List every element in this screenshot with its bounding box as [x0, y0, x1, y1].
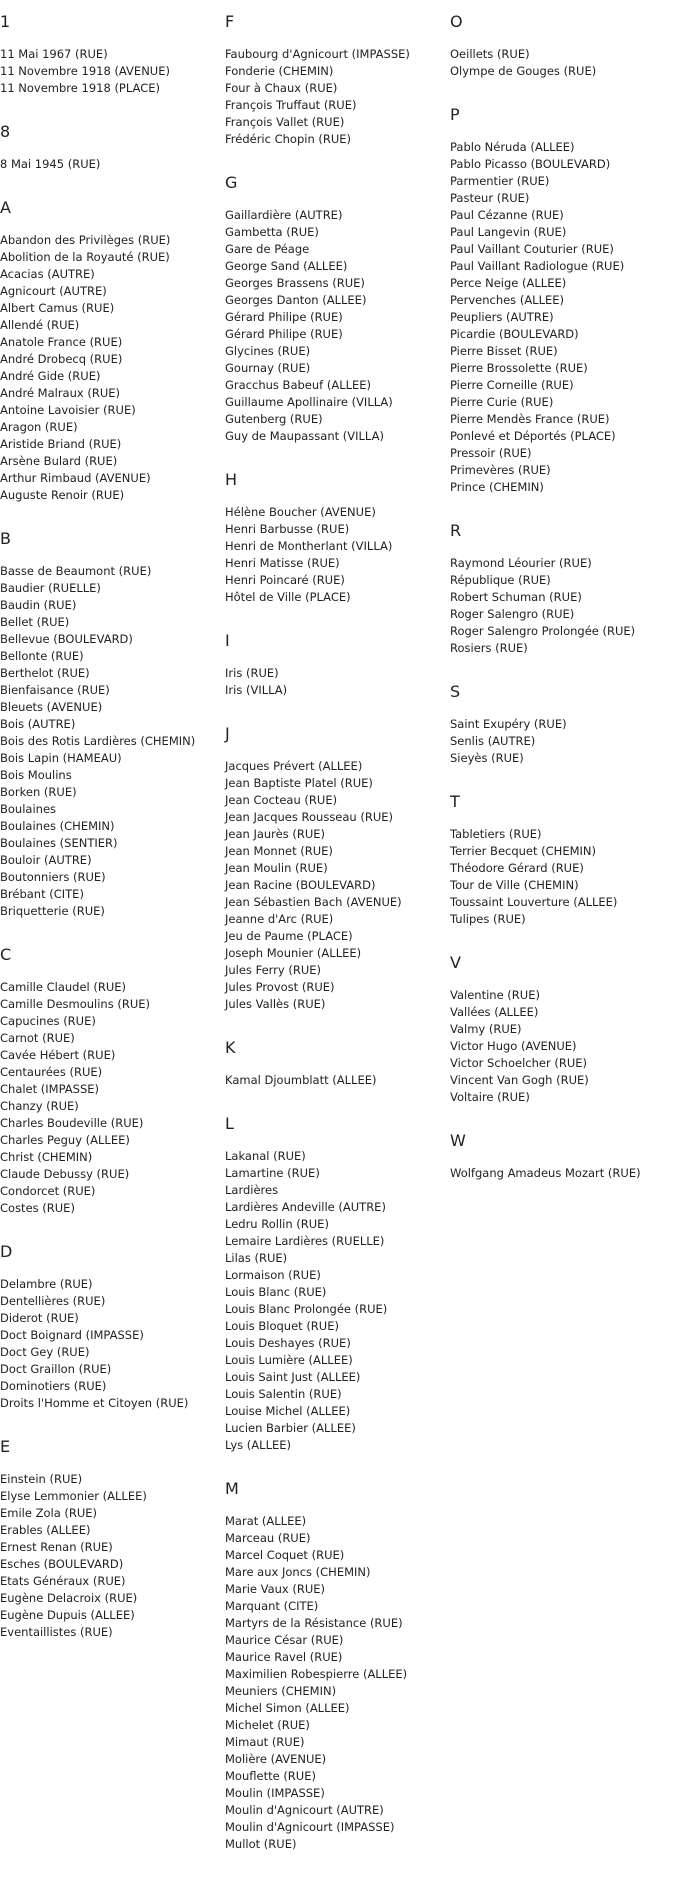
- street-item[interactable]: Brébant (CITE): [0, 887, 84, 901]
- street-item[interactable]: Eventaillistes (RUE): [0, 1625, 113, 1639]
- letter-section: [225, 12, 410, 148]
- street-list: [450, 716, 641, 767]
- street-item[interactable]: Henri de Montherlant (VILLA): [225, 539, 393, 553]
- street-item[interactable]: Gérard Philipe (RUE): [225, 327, 343, 341]
- letter-section: [225, 1038, 410, 1089]
- street-item[interactable]: Primevères (RUE): [450, 463, 551, 477]
- street-item[interactable]: Jean Racine (BOULEVARD): [225, 878, 376, 892]
- street-item[interactable]: Olympe de Gouges (RUE): [450, 64, 597, 78]
- letter-section: [450, 521, 641, 657]
- street-list: [0, 1471, 195, 1641]
- street-item[interactable]: Marcel Coquet (RUE): [225, 1548, 345, 1562]
- street-item[interactable]: Pablo Néruda (ALLEE): [450, 140, 575, 154]
- letter-heading: V: [450, 953, 461, 972]
- street-column-3: [450, 0, 641, 1207]
- street-item[interactable]: Lardières: [225, 1183, 279, 1197]
- street-list: [225, 1148, 410, 1454]
- letter-section: [0, 198, 195, 504]
- street-item[interactable]: Pierre Curie (RUE): [450, 395, 554, 409]
- street-item[interactable]: Arthur Rimbaud (AVENUE): [0, 471, 151, 485]
- street-item[interactable]: Bellet (RUE): [0, 615, 70, 629]
- street-item[interactable]: Cavée Hébert (RUE): [0, 1048, 116, 1062]
- street-item[interactable]: Perce Neige (ALLEE): [450, 276, 567, 290]
- street-item[interactable]: Louis Saint Just (ALLEE): [225, 1370, 361, 1384]
- letter-heading: P: [450, 105, 460, 124]
- street-item[interactable]: Peupliers (AUTRE): [450, 310, 554, 324]
- street-list: [225, 207, 410, 445]
- street-item[interactable]: George Sand (ALLEE): [225, 259, 348, 273]
- letter-heading: I: [225, 631, 230, 650]
- street-item[interactable]: Valmy (RUE): [450, 1022, 522, 1036]
- letter-section: [225, 173, 410, 445]
- street-item[interactable]: Aragon (RUE): [0, 420, 78, 434]
- street-item[interactable]: Guillaume Apollinaire (VILLA): [225, 395, 393, 409]
- street-list: [450, 987, 641, 1106]
- street-item[interactable]: Jeanne d'Arc (RUE): [225, 912, 334, 926]
- street-column-1: [0, 0, 195, 1666]
- street-item[interactable]: Jules Provost (RUE): [225, 980, 335, 994]
- street-item[interactable]: Delambre (RUE): [0, 1277, 93, 1291]
- street-item[interactable]: Jules Vallès (RUE): [225, 997, 326, 1011]
- letter-heading: R: [450, 521, 462, 540]
- street-item[interactable]: Jean Moulin (RUE): [225, 861, 328, 875]
- street-item[interactable]: Boutonniers (RUE): [0, 870, 106, 884]
- street-list: [225, 46, 410, 148]
- street-item[interactable]: Pasteur (RUE): [450, 191, 530, 205]
- street-item[interactable]: Chanzy (RUE): [0, 1099, 79, 1113]
- street-item[interactable]: Baudin (RUE): [0, 598, 77, 612]
- street-item[interactable]: Hôtel de Ville (PLACE): [225, 590, 351, 604]
- letter-section: [225, 724, 410, 1013]
- street-item[interactable]: Valentine (RUE): [450, 988, 540, 1002]
- street-item[interactable]: Prince (CHEMIN): [450, 480, 544, 494]
- street-item[interactable]: Gournay (RUE): [225, 361, 311, 375]
- street-item[interactable]: Esches (BOULEVARD): [0, 1557, 124, 1571]
- street-item[interactable]: Charles Peguy (ALLEE): [0, 1133, 130, 1147]
- street-item[interactable]: Henri Poincaré (RUE): [225, 573, 345, 587]
- street-item[interactable]: Tour de Ville (CHEMIN): [450, 878, 579, 892]
- letter-section: [0, 1437, 195, 1641]
- letter-heading: B: [0, 529, 11, 548]
- street-item[interactable]: Mullot (RUE): [225, 1837, 297, 1851]
- street-item[interactable]: Dominotiers (RUE): [0, 1379, 107, 1393]
- street-item[interactable]: Lormaison (RUE): [225, 1268, 321, 1282]
- street-item[interactable]: Basse de Beaumont (RUE): [0, 564, 152, 578]
- street-item[interactable]: Dentellières (RUE): [0, 1294, 106, 1308]
- letter-section: [450, 105, 641, 496]
- street-item[interactable]: Costes (RUE): [0, 1201, 75, 1215]
- street-item[interactable]: 8 Mai 1945 (RUE): [0, 157, 101, 171]
- street-item[interactable]: Moulin (IMPASSE): [225, 1786, 325, 1800]
- street-item[interactable]: Erables (ALLEE): [0, 1523, 91, 1537]
- street-item[interactable]: Maurice Ravel (RUE): [225, 1650, 343, 1664]
- street-item[interactable]: Briquetterie (RUE): [0, 904, 105, 918]
- street-column-2: [225, 0, 410, 1878]
- street-item[interactable]: Louis Blanc (RUE): [225, 1285, 327, 1299]
- street-item[interactable]: Bois Lapin (HAMEAU): [0, 751, 122, 765]
- street-item[interactable]: Louis Bloquet (RUE): [225, 1319, 339, 1333]
- street-item[interactable]: Mimaut (RUE): [225, 1735, 305, 1749]
- street-item[interactable]: Christ (CHEMIN): [0, 1150, 93, 1164]
- letter-heading: 1: [0, 12, 11, 31]
- street-list: [225, 504, 410, 606]
- street-list: [0, 563, 195, 920]
- street-item[interactable]: Raymond Léourier (RUE): [450, 556, 592, 570]
- street-item[interactable]: Robert Schuman (RUE): [450, 590, 582, 604]
- street-item[interactable]: Lys (ALLEE): [225, 1438, 291, 1452]
- street-list: [0, 1276, 195, 1412]
- street-item[interactable]: Jean Jacques Rousseau (RUE): [225, 810, 394, 824]
- street-item[interactable]: Lamartine (RUE): [225, 1166, 320, 1180]
- street-item[interactable]: Eugène Dupuis (ALLEE): [0, 1608, 135, 1622]
- street-item[interactable]: Parmentier (RUE): [450, 174, 550, 188]
- street-item[interactable]: Lucien Barbier (ALLEE): [225, 1421, 356, 1435]
- street-item[interactable]: Lakanal (RUE): [225, 1149, 306, 1163]
- street-item[interactable]: Elyse Lemmonier (ALLEE): [0, 1489, 147, 1503]
- street-item[interactable]: Iris (VILLA): [225, 683, 288, 697]
- street-item[interactable]: Chalet (IMPASSE): [0, 1082, 100, 1096]
- street-item[interactable]: Tulipes (RUE): [450, 912, 526, 926]
- street-item[interactable]: Gambetta (RUE): [225, 225, 319, 239]
- street-item[interactable]: Droits l'Homme et Citoyen (RUE): [0, 1396, 189, 1410]
- letter-heading: L: [225, 1114, 234, 1133]
- letter-section: [225, 470, 410, 606]
- street-item[interactable]: Faubourg d'Agnicourt (IMPASSE): [225, 47, 410, 61]
- street-item[interactable]: Picardie (BOULEVARD): [450, 327, 579, 341]
- street-item[interactable]: Abandon des Privilèges (RUE): [0, 233, 171, 247]
- street-item[interactable]: Einstein (RUE): [0, 1472, 83, 1486]
- letter-section: [450, 682, 641, 767]
- street-item[interactable]: Borken (RUE): [0, 785, 77, 799]
- letter-heading: D: [0, 1242, 13, 1261]
- street-item[interactable]: Vincent Van Gogh (RUE): [450, 1073, 589, 1087]
- street-item[interactable]: Carnot (RUE): [0, 1031, 75, 1045]
- letter-section: [0, 529, 195, 920]
- street-item[interactable]: Louis Salentin (RUE): [225, 1387, 342, 1401]
- street-item[interactable]: Bellonte (RUE): [0, 649, 84, 663]
- street-item[interactable]: Centaurées (RUE): [0, 1065, 103, 1079]
- street-item[interactable]: Henri Barbusse (RUE): [225, 522, 350, 536]
- street-item[interactable]: Maurice César (RUE): [225, 1633, 344, 1647]
- street-item[interactable]: André Gide (RUE): [0, 369, 101, 383]
- street-item[interactable]: Frédéric Chopin (RUE): [225, 132, 352, 146]
- street-item[interactable]: 11 Novembre 1918 (AVENUE): [0, 64, 170, 78]
- street-item[interactable]: Agnicourt (AUTRE): [0, 284, 107, 298]
- street-item[interactable]: 11 Novembre 1918 (PLACE): [0, 81, 160, 95]
- street-item[interactable]: Paul Vaillant Couturier (RUE): [450, 242, 614, 256]
- street-item[interactable]: Condorcet (RUE): [0, 1184, 96, 1198]
- street-item[interactable]: Voltaire (RUE): [450, 1090, 530, 1104]
- street-item[interactable]: Albert Camus (RUE): [0, 301, 115, 315]
- street-item[interactable]: Boulaines (CHEMIN): [0, 819, 115, 833]
- letter-heading: G: [225, 173, 238, 192]
- street-list: [0, 156, 195, 173]
- street-list: [450, 139, 641, 496]
- street-item[interactable]: Paul Cézanne (RUE): [450, 208, 564, 222]
- street-item[interactable]: 11 Mai 1967 (RUE): [0, 47, 108, 61]
- letter-heading: C: [0, 945, 12, 964]
- street-item[interactable]: Jean Monnet (RUE): [225, 844, 333, 858]
- street-item[interactable]: Rosiers (RUE): [450, 641, 528, 655]
- street-item[interactable]: Victor Schoelcher (RUE): [450, 1056, 587, 1070]
- street-item[interactable]: Marat (ALLEE): [225, 1514, 307, 1528]
- street-item[interactable]: Auguste Renoir (RUE): [0, 488, 125, 502]
- street-item[interactable]: Jules Ferry (RUE): [225, 963, 322, 977]
- street-item[interactable]: République (RUE): [450, 573, 551, 587]
- street-item[interactable]: Henri Matisse (RUE): [225, 556, 340, 570]
- street-item[interactable]: Victor Hugo (AVENUE): [450, 1039, 577, 1053]
- street-item[interactable]: François Vallet (RUE): [225, 115, 345, 129]
- street-item[interactable]: Emile Zola (RUE): [0, 1506, 98, 1520]
- street-item[interactable]: Gracchus Babeuf (ALLEE): [225, 378, 372, 392]
- street-list: [0, 232, 195, 504]
- street-list: [0, 46, 195, 97]
- street-item[interactable]: Vallées (ALLEE): [450, 1005, 539, 1019]
- letter-section: [0, 12, 195, 97]
- street-item[interactable]: Louis Blanc Prolongée (RUE): [225, 1302, 388, 1316]
- letter-section: [450, 12, 641, 80]
- street-item[interactable]: Kamal Djoumblatt (ALLEE): [225, 1073, 377, 1087]
- street-item[interactable]: André Malraux (RUE): [0, 386, 120, 400]
- street-item[interactable]: Jean Cocteau (RUE): [225, 793, 338, 807]
- street-item[interactable]: Antoine Lavoisier (RUE): [0, 403, 136, 417]
- street-item[interactable]: Claude Debussy (RUE): [0, 1167, 130, 1181]
- street-list: [225, 1513, 410, 1853]
- street-item[interactable]: Saint Exupéry (RUE): [450, 717, 567, 731]
- street-item[interactable]: Bouloir (AUTRE): [0, 853, 92, 867]
- street-item[interactable]: Doct Boignard (IMPASSE): [0, 1328, 144, 1342]
- street-item[interactable]: Eugène Delacroix (RUE): [0, 1591, 138, 1605]
- street-item[interactable]: Camille Desmoulins (RUE): [0, 997, 151, 1011]
- street-item[interactable]: Michelet (RUE): [225, 1718, 310, 1732]
- street-item[interactable]: Mare aux Joncs (CHEMIN): [225, 1565, 371, 1579]
- letter-heading: T: [450, 792, 460, 811]
- street-item[interactable]: Berthelot (RUE): [0, 666, 90, 680]
- street-item[interactable]: Paul Vaillant Radiologue (RUE): [450, 259, 625, 273]
- street-item[interactable]: Four à Chaux (RUE): [225, 81, 338, 95]
- street-item[interactable]: Gaillardière (AUTRE): [225, 208, 343, 222]
- street-item[interactable]: Paul Langevin (RUE): [450, 225, 567, 239]
- street-item[interactable]: Louis Deshayes (RUE): [225, 1336, 351, 1350]
- street-item[interactable]: Sieyès (RUE): [450, 751, 524, 765]
- street-item[interactable]: Glycines (RUE): [225, 344, 311, 358]
- street-item[interactable]: Pervenches (ALLEE): [450, 293, 565, 307]
- street-item[interactable]: Guy de Maupassant (VILLA): [225, 429, 384, 443]
- letter-section: [225, 631, 410, 699]
- street-item[interactable]: Roger Salengro Prolongée (RUE): [450, 624, 636, 638]
- street-item[interactable]: Maximilien Robespierre (ALLEE): [225, 1667, 408, 1681]
- letter-section: [450, 1131, 641, 1182]
- street-item[interactable]: Allendé (RUE): [0, 318, 80, 332]
- street-item[interactable]: Acacias (AUTRE): [0, 267, 95, 281]
- street-item[interactable]: Meuniers (CHEMIN): [225, 1684, 337, 1698]
- street-item[interactable]: Charles Boudeville (RUE): [0, 1116, 144, 1130]
- letter-section: [225, 1479, 410, 1853]
- street-item[interactable]: Gérard Philipe (RUE): [225, 310, 343, 324]
- street-item[interactable]: Bellevue (BOULEVARD): [0, 632, 133, 646]
- street-item[interactable]: Aristide Briand (RUE): [0, 437, 122, 451]
- street-item[interactable]: Toussaint Louverture (ALLEE): [450, 895, 618, 909]
- street-item[interactable]: Boulaines (SENTIER): [0, 836, 118, 850]
- street-item[interactable]: André Drobecq (RUE): [0, 352, 123, 366]
- street-item[interactable]: Marie Vaux (RUE): [225, 1582, 326, 1596]
- street-item[interactable]: Capucines (RUE): [0, 1014, 96, 1028]
- street-item[interactable]: Moulin d'Agnicourt (AUTRE): [225, 1803, 384, 1817]
- letter-heading: K: [225, 1038, 236, 1057]
- street-item[interactable]: Lardières Andeville (AUTRE): [225, 1200, 386, 1214]
- street-item[interactable]: Bienfaisance (RUE): [0, 683, 110, 697]
- street-item[interactable]: Terrier Becquet (CHEMIN): [450, 844, 597, 858]
- street-item[interactable]: Bois des Rotis Lardières (CHEMIN): [0, 734, 196, 748]
- street-item[interactable]: Martyrs de la Résistance (RUE): [225, 1616, 403, 1630]
- street-item[interactable]: Lilas (RUE): [225, 1251, 288, 1265]
- street-item[interactable]: Pierre Mendès France (RUE): [450, 412, 610, 426]
- street-list: [225, 758, 410, 1013]
- street-list: [225, 665, 410, 699]
- street-item[interactable]: Iris (RUE): [225, 666, 279, 680]
- street-item[interactable]: Gare de Péage: [225, 242, 310, 256]
- street-item[interactable]: Ernest Renan (RUE): [0, 1540, 113, 1554]
- letter-heading: 8: [0, 122, 11, 141]
- street-item[interactable]: Abolition de la Royauté (RUE): [0, 250, 170, 264]
- street-item[interactable]: Molière (AVENUE): [225, 1752, 327, 1766]
- letter-heading: F: [225, 12, 235, 31]
- street-item[interactable]: Etats Généraux (RUE): [0, 1574, 126, 1588]
- street-item[interactable]: Pablo Picasso (BOULEVARD): [450, 157, 611, 171]
- letter-heading: W: [450, 1131, 466, 1150]
- street-item[interactable]: Arsène Bulard (RUE): [0, 454, 118, 468]
- letter-heading: O: [450, 12, 463, 31]
- letter-heading: M: [225, 1479, 239, 1498]
- letter-heading: H: [225, 470, 238, 489]
- street-list: [450, 46, 641, 80]
- street-list: [450, 826, 641, 928]
- street-item[interactable]: Moulin d'Agnicourt (IMPASSE): [225, 1820, 395, 1834]
- street-item[interactable]: Pressoir (RUE): [450, 446, 532, 460]
- letter-section: [0, 1242, 195, 1412]
- street-item[interactable]: Fonderie (CHEMIN): [225, 64, 334, 78]
- street-item[interactable]: Bois (AUTRE): [0, 717, 76, 731]
- street-item[interactable]: Louis Lumière (ALLEE): [225, 1353, 353, 1367]
- street-list: [225, 1072, 410, 1089]
- letter-section: [0, 122, 195, 173]
- letter-heading: J: [225, 724, 230, 743]
- street-item[interactable]: Mouflette (RUE): [225, 1769, 316, 1783]
- street-item[interactable]: Jean Sébastien Bach (AVENUE): [225, 895, 402, 909]
- street-item[interactable]: Roger Salengro (RUE): [450, 607, 575, 621]
- street-item[interactable]: Hélène Boucher (AVENUE): [225, 505, 376, 519]
- letter-section: [450, 792, 641, 928]
- street-item[interactable]: François Truffaut (RUE): [225, 98, 357, 112]
- street-item[interactable]: Michel Simon (ALLEE): [225, 1701, 350, 1715]
- street-item[interactable]: Jean Jaurès (RUE): [225, 827, 326, 841]
- street-item[interactable]: Diderot (RUE): [0, 1311, 79, 1325]
- street-item[interactable]: Lemaire Lardières (RUELLE): [225, 1234, 385, 1248]
- street-list: [450, 1165, 641, 1182]
- street-item[interactable]: Louise Michel (ALLEE): [225, 1404, 351, 1418]
- street-item[interactable]: Doct Graillon (RUE): [0, 1362, 112, 1376]
- street-list: [0, 979, 195, 1217]
- street-item[interactable]: Jean Baptiste Platel (RUE): [225, 776, 373, 790]
- street-item[interactable]: Georges Brassens (RUE): [225, 276, 365, 290]
- street-item[interactable]: Gutenberg (RUE): [225, 412, 323, 426]
- letter-heading: A: [0, 198, 11, 217]
- street-item[interactable]: Wolfgang Amadeus Mozart (RUE): [450, 1166, 641, 1180]
- letter-section: [450, 953, 641, 1106]
- street-item[interactable]: Pierre Bisset (RUE): [450, 344, 558, 358]
- street-item[interactable]: Théodore Gérard (RUE): [450, 861, 584, 875]
- letter-section: [225, 1114, 410, 1454]
- street-item[interactable]: Ponlevé et Déportés (PLACE): [450, 429, 616, 443]
- street-item[interactable]: Bleuets (AVENUE): [0, 700, 103, 714]
- street-item[interactable]: Joseph Mounier (ALLEE): [225, 946, 362, 960]
- street-item[interactable]: Marceau (RUE): [225, 1531, 311, 1545]
- street-list: [450, 555, 641, 657]
- street-item[interactable]: Baudier (RUELLE): [0, 581, 101, 595]
- letter-section: [0, 945, 195, 1217]
- street-item[interactable]: Senlis (AUTRE): [450, 734, 536, 748]
- street-item[interactable]: Jacques Prévert (ALLEE): [225, 759, 363, 773]
- street-item[interactable]: Ledru Rollin (RUE): [225, 1217, 329, 1231]
- street-item[interactable]: Bois Moulins: [0, 768, 72, 782]
- street-item[interactable]: Jeu de Paume (PLACE): [225, 929, 353, 943]
- street-item[interactable]: Anatole France (RUE): [0, 335, 123, 349]
- letter-heading: E: [0, 1437, 11, 1456]
- letter-heading: S: [450, 682, 461, 701]
- street-item[interactable]: Tabletiers (RUE): [450, 827, 542, 841]
- street-item[interactable]: Georges Danton (ALLEE): [225, 293, 367, 307]
- street-item[interactable]: Oeillets (RUE): [450, 47, 530, 61]
- street-item[interactable]: Doct Gey (RUE): [0, 1345, 90, 1359]
- street-item[interactable]: Marquant (CITE): [225, 1599, 319, 1613]
- street-item[interactable]: Camille Claudel (RUE): [0, 980, 127, 994]
- street-item[interactable]: Boulaines: [0, 802, 57, 816]
- street-item[interactable]: Pierre Corneille (RUE): [450, 378, 574, 392]
- street-item[interactable]: Pierre Brossolette (RUE): [450, 361, 588, 375]
